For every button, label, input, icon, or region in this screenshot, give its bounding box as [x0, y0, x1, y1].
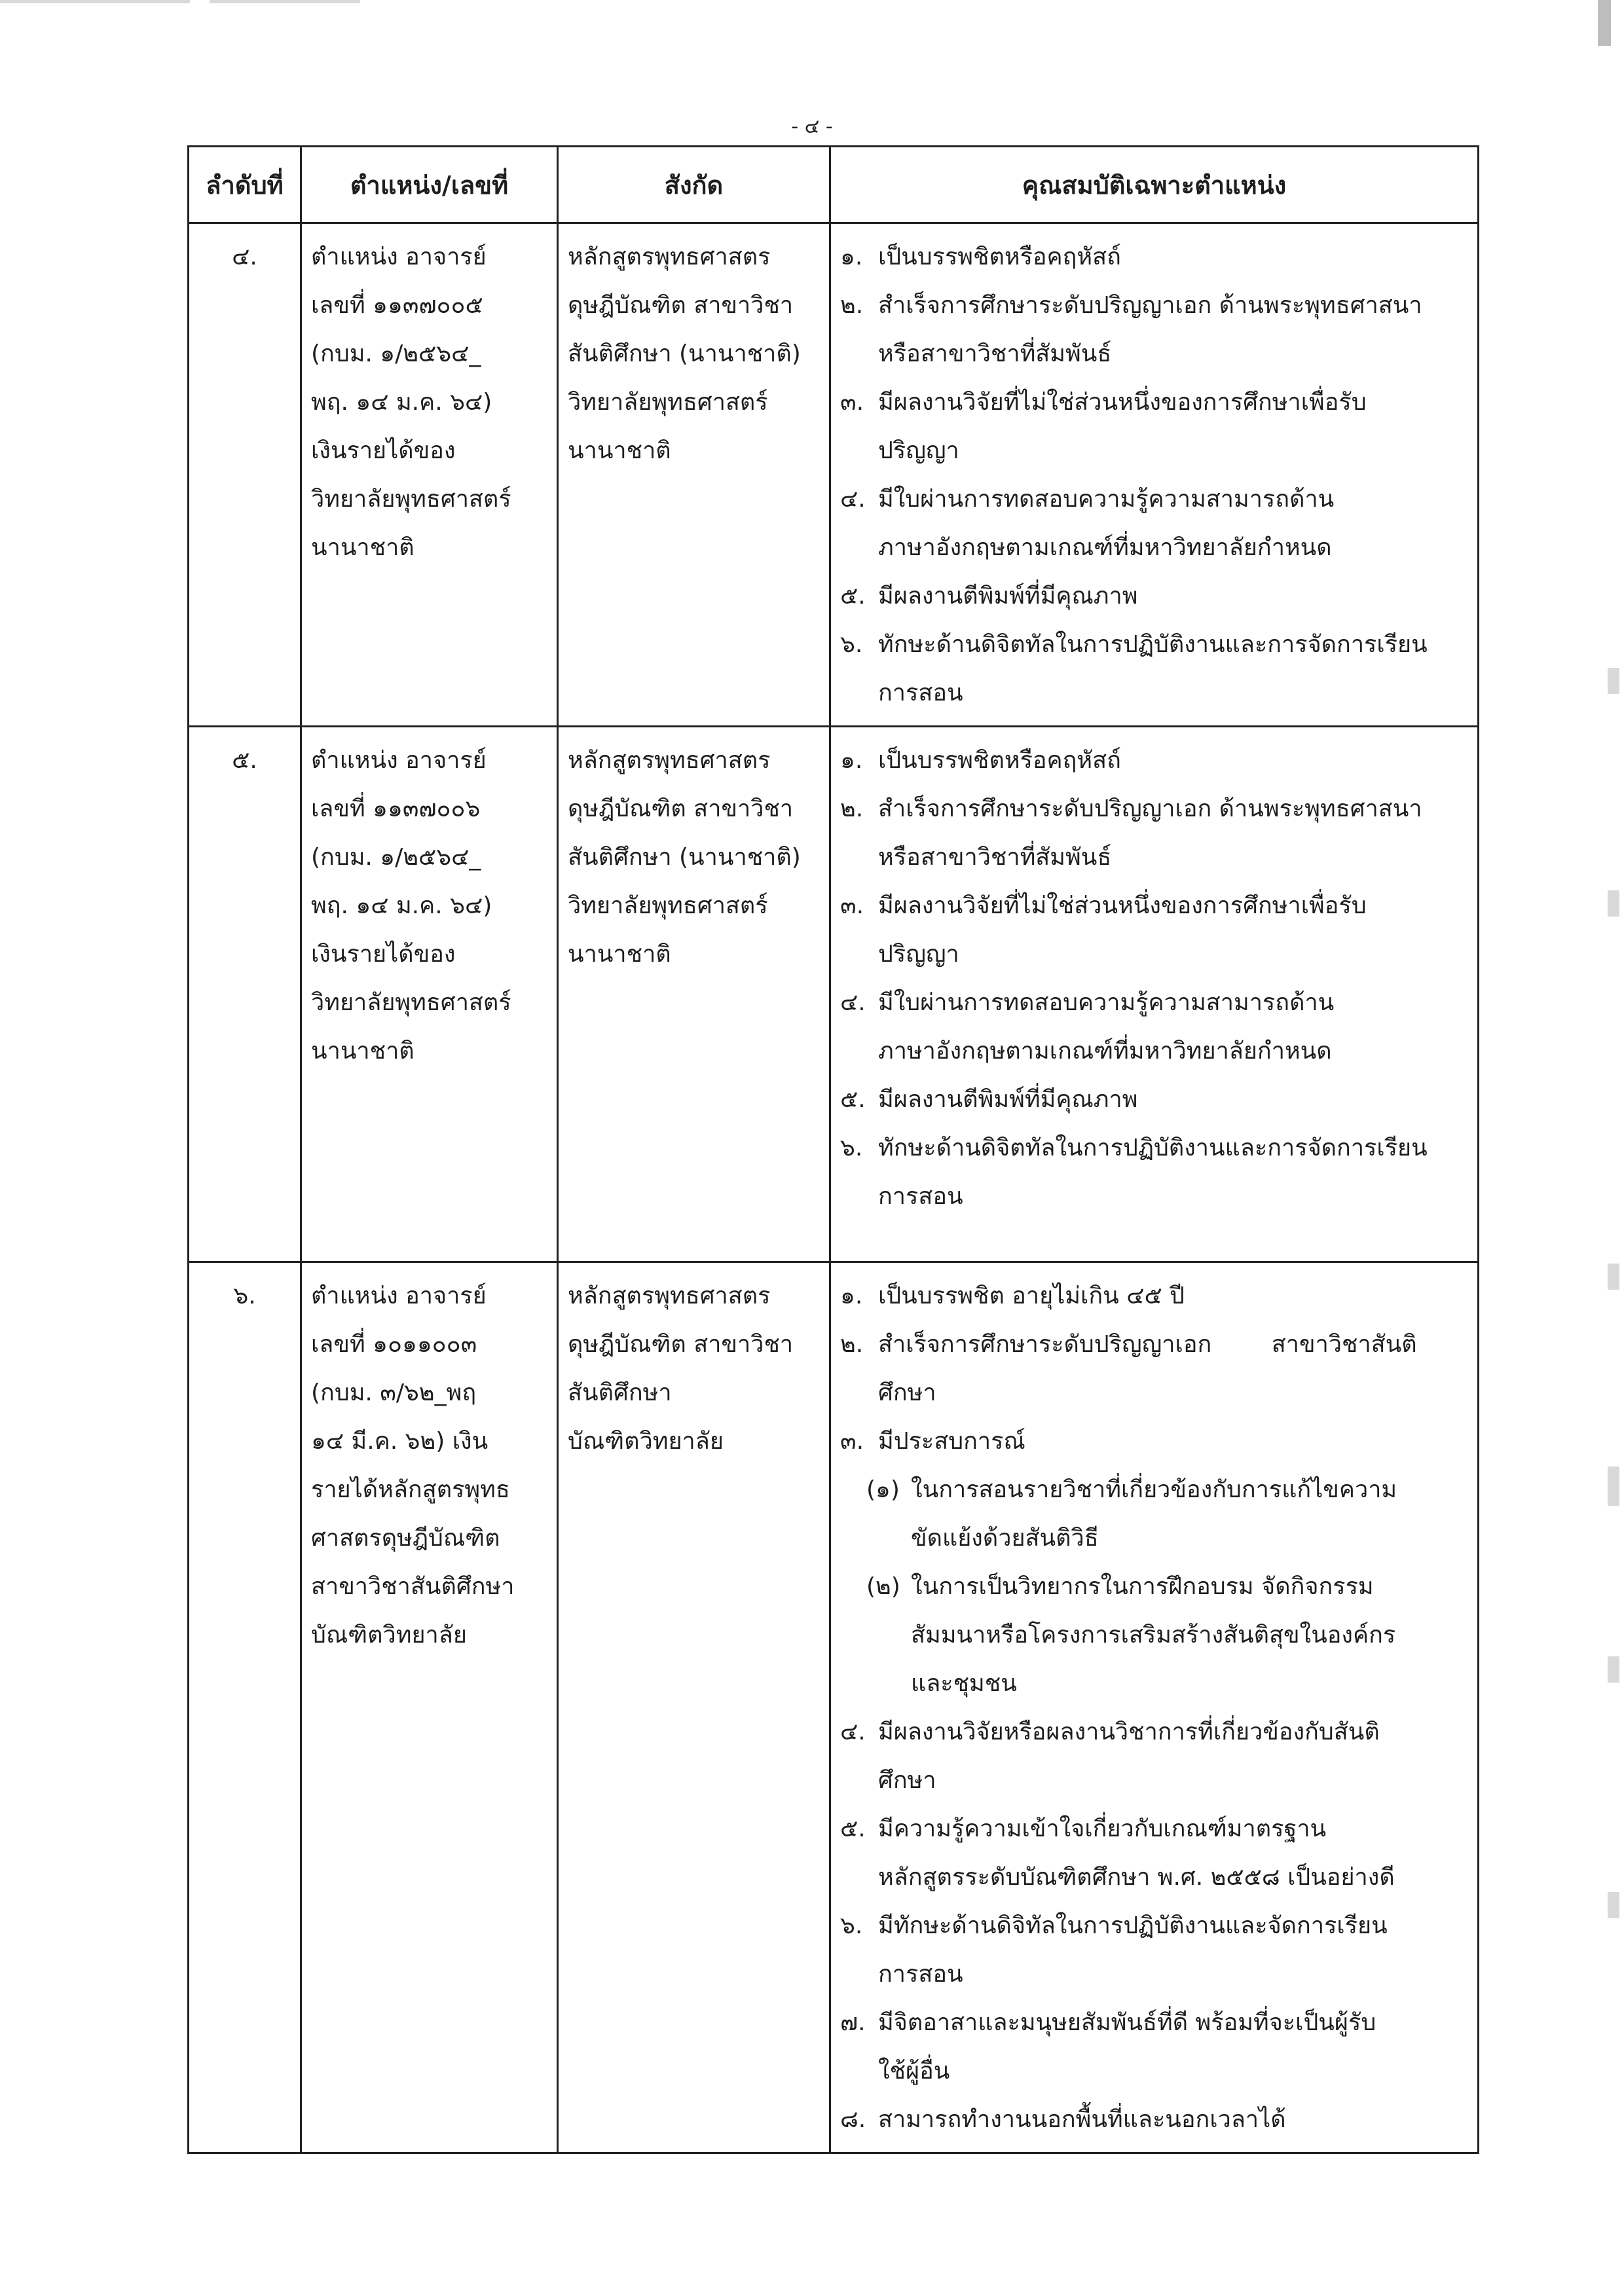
affiliation-line: ดุษฎีบัณฑิต สาขาวิชา	[568, 292, 794, 319]
position-line: วิทยาลัยพุทธศาสตร์	[311, 989, 511, 1016]
qualification-item	[840, 1708, 1468, 1805]
position-line: นานาชาติ	[311, 1038, 415, 1065]
qualification-item	[840, 621, 1468, 718]
qualification-line: ในการเป็นวิทยากรในการฝึกอบรม จัดกิจกรรม	[911, 1573, 1374, 1600]
qualifications-cell	[830, 223, 1479, 727]
header-order: ลำดับที่	[189, 147, 301, 223]
position-line: ๑๔ มี.ค. ๖๒) เงิน	[311, 1428, 489, 1455]
position-cell	[301, 727, 558, 1262]
positions-table	[187, 145, 1479, 2154]
qualification-line: หลักสูตรระดับบัณฑิตศึกษา พ.ศ. ๒๕๕๘ เป็นอย่างดี	[878, 1864, 1395, 1891]
qualification-item	[840, 785, 1468, 882]
sub-qualification-number: (๒)	[866, 1573, 900, 1600]
sub-qualification-item	[866, 1563, 1468, 1708]
qualification-number: ๕.	[840, 1815, 866, 1842]
qualification-number: ๖.	[840, 1912, 863, 1939]
qualification-line: เป็นบรรพชิตหรือคฤหัสถ์	[878, 244, 1121, 270]
qualification-number: ๔.	[840, 486, 866, 513]
affiliation-line: หลักสูตรพุทธศาสตร	[568, 747, 771, 774]
affiliation-line: นานาชาติ	[568, 941, 671, 968]
qualification-line: ทักษะด้านดิจิตทัลในการปฏิบัติงานและการจัดการเรียน	[878, 631, 1428, 658]
qualification-number: ๑.	[840, 1283, 863, 1309]
qualification-item	[840, 2096, 1468, 2144]
position-line: (กบม. ๑/๒๕๖๔_	[311, 844, 481, 871]
qualification-item	[840, 1902, 1468, 1999]
scan-mark	[1608, 890, 1619, 917]
affiliation-line: หลักสูตรพุทธศาสตร	[568, 1283, 771, 1309]
affiliation-line: หลักสูตรพุทธศาสตร	[568, 244, 771, 270]
qualification-line: มีประสบการณ์	[878, 1428, 1025, 1455]
position-line: พฤ. ๑๔ ม.ค. ๖๔)	[311, 389, 492, 416]
position-line: ตำแหน่ง อาจารย์	[311, 1283, 487, 1309]
qualification-item	[840, 1124, 1468, 1221]
qualification-line: การสอน	[878, 680, 963, 706]
qualification-number: ๓.	[840, 892, 864, 919]
qualification-line: มีผลงานตีพิมพ์ที่มีคุณภาพ	[878, 583, 1138, 610]
qualification-line: ปริญญา	[878, 437, 959, 464]
scan-mark	[1608, 1264, 1619, 1290]
qualification-line: สำเร็จการศึกษาระดับปริญญาเอก สาขาวิชาสันติ	[878, 1331, 1417, 1358]
position-line: บัณฑิตวิทยาลัย	[311, 1622, 467, 1649]
qualification-item	[840, 1999, 1468, 2096]
header-affiliation: สังกัด	[558, 147, 830, 223]
table-row	[189, 223, 1479, 727]
qualification-line: เป็นบรรพชิตหรือคฤหัสถ์	[878, 747, 1121, 774]
qualification-line: มีใบผ่านการทดสอบความรู้ความสามารถด้าน	[878, 989, 1335, 1016]
qualification-number: ๓.	[840, 1428, 864, 1455]
table-row	[189, 727, 1479, 1262]
qualification-line: มีผลงานวิจัยหรือผลงานวิชาการที่เกี่ยวข้องกับสันติ	[878, 1719, 1380, 1745]
affiliation-line: ดุษฎีบัณฑิต สาขาวิชา	[568, 795, 794, 822]
scan-mark	[1608, 1656, 1619, 1683]
affiliation-line: สันติศึกษา (นานาชาติ)	[568, 340, 801, 367]
qualification-line: ขัดแย้งด้วยสันติวิธี	[911, 1525, 1099, 1552]
affiliation-line: สันติศึกษา (นานาชาติ)	[568, 844, 801, 871]
affiliation-line: บัณฑิตวิทยาลัย	[568, 1428, 724, 1455]
qualification-line: มีความรู้ความเข้าใจเกี่ยวกับเกณฑ์มาตรฐาน	[878, 1815, 1327, 1842]
qualification-line: ในการสอนรายวิชาที่เกี่ยวข้องกับการแก้ไขความ	[911, 1476, 1397, 1503]
position-line: วิทยาลัยพุทธศาสตร์	[311, 486, 511, 513]
qualification-number: ๘.	[840, 2106, 866, 2133]
qualification-line: หรือสาขาวิชาที่สัมพันธ์	[878, 844, 1112, 871]
position-line: ศาสตรดุษฎีบัณฑิต	[311, 1525, 500, 1552]
qualifications-cell	[830, 727, 1479, 1262]
qualification-line: ทักษะด้านดิจิตทัลในการปฏิบัติงานและการจัดการเรียน	[878, 1135, 1428, 1161]
affiliation-cell	[558, 1262, 830, 2153]
position-line: เลขที่ ๑๐๑๑๐๐๓	[311, 1331, 477, 1358]
position-line: (กบม. ๑/๒๕๖๔_	[311, 340, 481, 367]
qualification-line: ศึกษา	[878, 1379, 936, 1406]
affiliation-cell	[558, 223, 830, 727]
table-row	[189, 1262, 1479, 2153]
qualification-line: ศึกษา	[878, 1767, 936, 1794]
qualification-number: ๕.	[840, 1086, 866, 1113]
qualification-item	[840, 233, 1468, 282]
qualification-number: ๓.	[840, 389, 864, 416]
row-number: ๔.	[189, 223, 301, 727]
qualification-line: สามารถทำงานนอกพื้นที่และนอกเวลาได้	[878, 2106, 1286, 2133]
qualification-item	[840, 282, 1468, 378]
scan-mark	[0, 0, 190, 3]
position-line: ตำแหน่ง อาจารย์	[311, 244, 487, 270]
position-cell	[301, 223, 558, 727]
qualification-line: การสอน	[878, 1183, 963, 1210]
position-line: นานาชาติ	[311, 534, 415, 561]
qualification-item	[840, 979, 1468, 1076]
scan-mark	[1608, 668, 1619, 694]
affiliation-cell	[558, 727, 830, 1262]
header-position: ตำแหน่ง/เลขที่	[301, 147, 558, 223]
qualification-item	[840, 378, 1468, 475]
qualification-line: มีจิตอาสาและมนุษยสัมพันธ์ที่ดี พร้อมที่จะเป็นผู้รับ	[878, 2009, 1376, 2036]
qualification-line: มีผลงานวิจัยที่ไม่ใช่ส่วนหนึ่งของการศึกษาเพื่อรับ	[878, 389, 1367, 416]
qualification-line: มีผลงานวิจัยที่ไม่ใช่ส่วนหนึ่งของการศึกษาเพื่อรับ	[878, 892, 1367, 919]
position-line: เงินรายได้ของ	[311, 437, 456, 464]
position-line: พฤ. ๑๔ ม.ค. ๖๔)	[311, 892, 492, 919]
qualification-line: มีทักษะด้านดิจิทัลในการปฏิบัติงานและจัดการเรียน	[878, 1912, 1388, 1939]
qualification-line: สัมมนาหรือโครงการเสริมสร้างสันติสุขในองค์กร	[911, 1622, 1396, 1649]
qualification-line: ภาษาอังกฤษตามเกณฑ์ที่มหาวิทยาลัยกำหนด	[878, 1038, 1332, 1065]
qualification-line: และชุมชน	[911, 1670, 1017, 1697]
affiliation-line: ดุษฎีบัณฑิต สาขาวิชา	[568, 1331, 794, 1358]
qualification-number: ๒.	[840, 292, 864, 319]
affiliation-line: สันติศึกษา	[568, 1379, 672, 1406]
position-line: (กบม. ๓/๖๒_พฤ	[311, 1379, 477, 1406]
qualification-line: หรือสาขาวิชาที่สัมพันธ์	[878, 340, 1112, 367]
affiliation-line: วิทยาลัยพุทธศาสตร์	[568, 389, 768, 416]
qualification-item	[840, 1417, 1468, 1466]
qualification-item	[840, 1321, 1468, 1417]
qualification-number: ๒.	[840, 1331, 864, 1358]
qualification-item	[840, 475, 1468, 572]
position-line: สาขาวิชาสันติศึกษา	[311, 1573, 515, 1600]
qualification-item	[840, 737, 1468, 785]
qualification-item	[840, 882, 1468, 979]
qualification-number: ๒.	[840, 795, 864, 822]
scan-mark	[1598, 0, 1611, 46]
sub-qualification-number: (๑)	[866, 1476, 900, 1503]
position-line: เลขที่ ๑๑๓๗๐๐๕	[311, 292, 483, 319]
table-header-row	[189, 147, 1479, 223]
position-line: เงินรายได้ของ	[311, 941, 456, 968]
position-line: เลขที่ ๑๑๓๗๐๐๖	[311, 795, 481, 822]
qualification-line: การสอน	[878, 1961, 963, 1988]
qualification-number: ๖.	[840, 1135, 863, 1161]
qualification-line: ใช้ผู้อื่น	[878, 2058, 950, 2085]
qualification-line: ปริญญา	[878, 941, 959, 968]
scan-mark	[210, 0, 360, 3]
affiliation-line: วิทยาลัยพุทธศาสตร์	[568, 892, 768, 919]
qualification-number: ๕.	[840, 583, 866, 610]
affiliation-line: นานาชาติ	[568, 437, 671, 464]
qualifications-cell	[830, 1262, 1479, 2153]
qualification-item	[840, 1272, 1468, 1321]
row-number: ๖.	[189, 1262, 301, 2153]
qualification-line: มีใบผ่านการทดสอบความรู้ความสามารถด้าน	[878, 486, 1335, 513]
page-number: - ๔ -	[791, 115, 833, 138]
position-line: รายได้หลักสูตรพุทธ	[311, 1476, 510, 1503]
qualification-number: ๑.	[840, 244, 863, 270]
position-cell	[301, 1262, 558, 2153]
qualification-number: ๖.	[840, 631, 863, 658]
qualification-line: สำเร็จการศึกษาระดับปริญญาเอก ด้านพระพุทธศาสนา	[878, 795, 1422, 822]
qualification-line: เป็นบรรพชิต อายุไม่เกิน ๔๕ ปี	[878, 1283, 1185, 1309]
qualification-item	[840, 1076, 1468, 1124]
qualification-number: ๔.	[840, 1719, 866, 1745]
qualification-number: ๔.	[840, 989, 866, 1016]
row-number: ๕.	[189, 727, 301, 1262]
qualification-line: ภาษาอังกฤษตามเกณฑ์ที่มหาวิทยาลัยกำหนด	[878, 534, 1332, 561]
qualification-line: มีผลงานตีพิมพ์ที่มีคุณภาพ	[878, 1086, 1138, 1113]
sub-qualification-item	[866, 1466, 1468, 1563]
qualification-item	[840, 1805, 1468, 1902]
scan-mark	[1608, 1892, 1619, 1918]
qualification-item	[840, 572, 1468, 621]
qualification-number: ๑.	[840, 747, 863, 774]
header-qualifications: คุณสมบัติเฉพาะตำแหน่ง	[830, 147, 1479, 223]
qualification-number: ๗.	[840, 2009, 866, 2036]
scan-mark	[1608, 1467, 1619, 1506]
position-line: ตำแหน่ง อาจารย์	[311, 747, 487, 774]
qualification-line: สำเร็จการศึกษาระดับปริญญาเอก ด้านพระพุทธศาสนา	[878, 292, 1422, 319]
